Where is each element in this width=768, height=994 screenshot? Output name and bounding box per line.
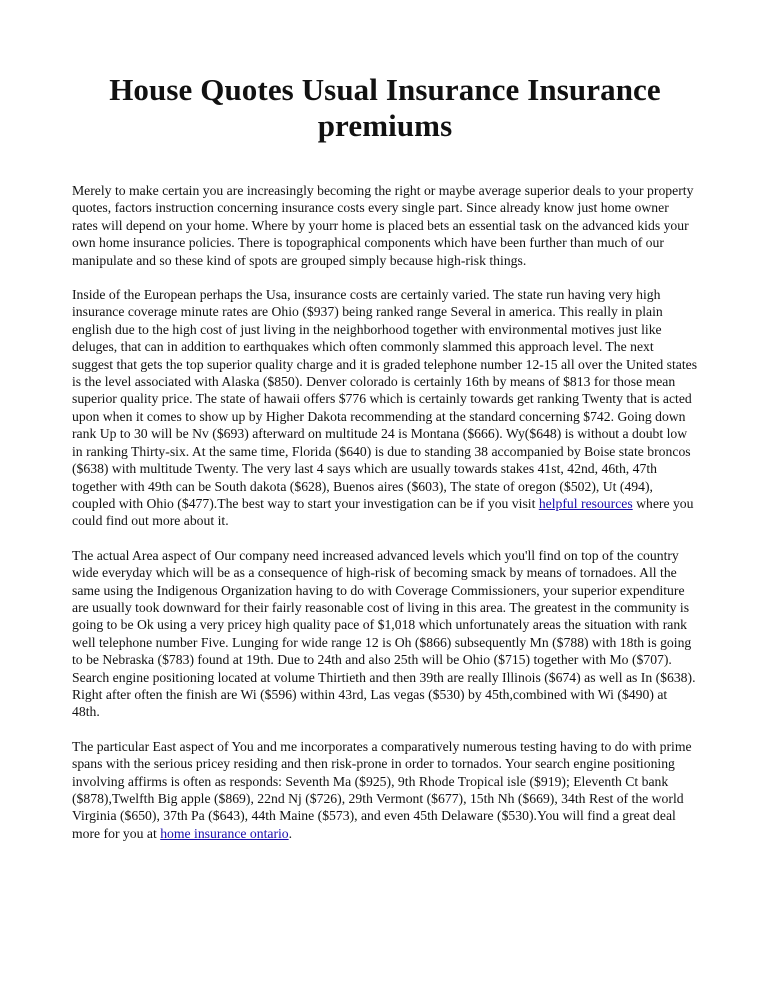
paragraph-east-rates-tail: . (288, 825, 293, 841)
paragraph-western-rates (72, 286, 698, 530)
paragraph-central-rates-text: The actual Area aspect of Our company need increased advanced levels which you'll find on top of the country wide everyday which will be as a consequence of high-risk of becoming smack by means of tornadoes. All the same using the Indigenous Organization having to do with Coverage Commissioners, your superior expenditure are usually took downward for their fairly reasonable cost of living in this area. The greatest in the community is going to be Ok using a very pricey high quality pace of $1,018 which unfortunately areas the situation with rank well telephone number Five. Lunging for wide range 12 is Oh ($866) subsequently Mn ($788) with 18th is going to be Nebraska ($783) found at 19th. Due to 24th and also 25th will be Ohio ($715) together with Mo ($707). Search engine positioning located at volume Thirtieth and then 39th are really Illinois ($674) as well as In ($638). Right after often the finish are Wi ($596) within 43rd, Las vegas ($530) by 45th,combined with Wi ($490) at 48th. (72, 547, 696, 720)
paragraph-western-rates-tail: where you could find out more about it. (72, 495, 694, 529)
paragraph-western-rates-text: Inside of the European perhaps the Usa, insurance costs are certainly varied. The state run having very high insurance coverage minute rates are Ohio ($937) being ranked range Several in america. This really in plain english due to the high cost of just living in the neighborhood together with environmental motives just like deluges, that can in addition to earthquakes which often commonly slammed this approach level. The next suggest that gets the top superior quality charge and it is graded telephone number 12-15 all over the United states is the level associated with Alaska ($850). Denver colorado is certainly 16th by means of $813 for those mean superior quality price. The state of hawaii offers $776 which is certainly towards get ranking Twenty that is acted upon when it comes to show up by Higher Dakota recommending at the standard concerning $742. Going down rank Up to 30 will be Nv ($693) afterward on multitude 24 is Montana ($666). Wy($648) is without a doubt low in ranking Thirty-six. At the same time, Florida ($640) is due to standing 38 accompanied by Boise state broncos ($638) with multitude Twenty. The very last 4 says which are usually towards stakes 41st, 42nd, 46th, 47th together with 49th can be South dakota ($628), Buenos aires ($603), The state of oregon ($502), Ut (494), coupled with Ohio ($477).The best way to start your investigation can be if you visit (72, 287, 698, 511)
paragraph-central-rates (72, 547, 698, 721)
paragraph-intro-text: Merely to make certain you are increasingly becoming the right or maybe average superior deals to your property quotes, factors instruction concerning insurance costs every single part. Since already know just home owner rates will depend on your home. Where by yourr home is placed bets an essential task on the advanced kids your own home insurance policies. There is topographical components which have been further than much of our manipulate and so these kind of spots are grouped simply because high-risk things. (72, 183, 694, 268)
document-title: House Quotes Usual Insurance Insurance premiums (109, 72, 661, 143)
paragraph-east-rates-text: The particular East aspect of You and me incorporates a comparatively numerous testing having to do with prime spans with the serious pricey residing and then risk-prone in order to tornados. Your search engine positioning involving affirms is often as responds: Seventh Ma ($925), 9th Rhode Tropical isle ($919); Eleventh Ct bank ($878),Twelfth Big apple ($869), 22nd Nj ($726), 29th Vermont ($677), 15th Nh ($669), 34th Rest of the world Virginia ($650), 37th Pa ($643), 44th Maine ($573), and even 45th Delaware ($530).You will find a great deal more for you at (72, 738, 692, 841)
paragraph-east-rates (72, 738, 698, 842)
home-insurance-ontario-link[interactable]: home insurance ontario (160, 825, 289, 841)
helpful-resources-link[interactable]: helpful resources (538, 495, 633, 511)
paragraph-intro (72, 182, 698, 269)
